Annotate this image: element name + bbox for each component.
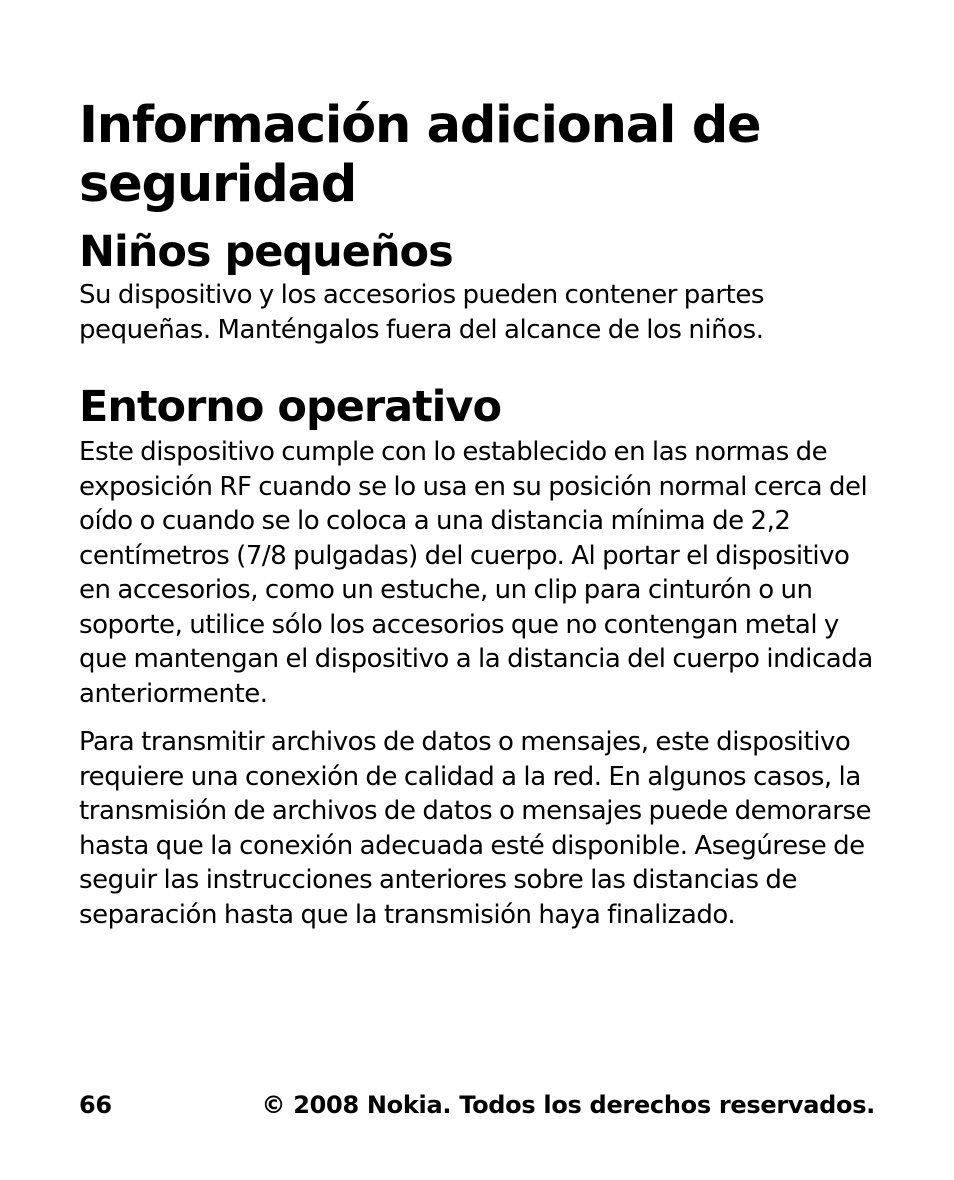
paragraph-transmision-datos: Para transmitir archivos de datos o mensajes, este dispositivo requiere una conexión de calidad a la red. En algunos casos, la transmisión de archivos de datos o mensajes puede demorarse hasta que la conexión adecuada esté disponible. Asegúrese de seguir las instrucciones anteriores sobre las distancias de separación hasta que la transmisión haya finalizado.	[79, 727, 872, 930]
copyright-notice: © 2008 Nokia. Todos los derechos reservados.	[261, 1091, 875, 1119]
page-number: 66	[79, 1091, 112, 1119]
section-heading-entorno-operativo: Entorno operativo	[79, 382, 501, 432]
page-content	[79, 96, 879, 932]
page-title: Información adicional de seguridad	[79, 96, 761, 214]
paragraph-exposicion-rf: Este dispositivo cumple con lo establecido en las normas de exposición RF cuando se lo usa en su posición normal cerca del oído o cuando se lo coloca a una distancia mínima de 2,2 centímetros (7/8 pulgadas) del cuerpo. Al portar el dispositivo en accesorios, como un estuche, un clip para cinturón o un soporte, utilice sólo los accesorios que no contengan metal y que mantengan el dispositivo a la distancia del cuerpo indicada anteriormente.	[79, 437, 873, 709]
section-heading-ninos-pequenos: Niños pequeños	[79, 227, 453, 277]
paragraph-ninos-pequenos: Su dispositivo y los accesorios pueden contener partes pequeñas. Manténgalos fuera del alcance de los niños.	[79, 280, 764, 345]
section-entorno-operativo	[79, 381, 879, 932]
section-ninos-pequenos	[79, 226, 879, 347]
page-footer	[79, 1088, 875, 1122]
